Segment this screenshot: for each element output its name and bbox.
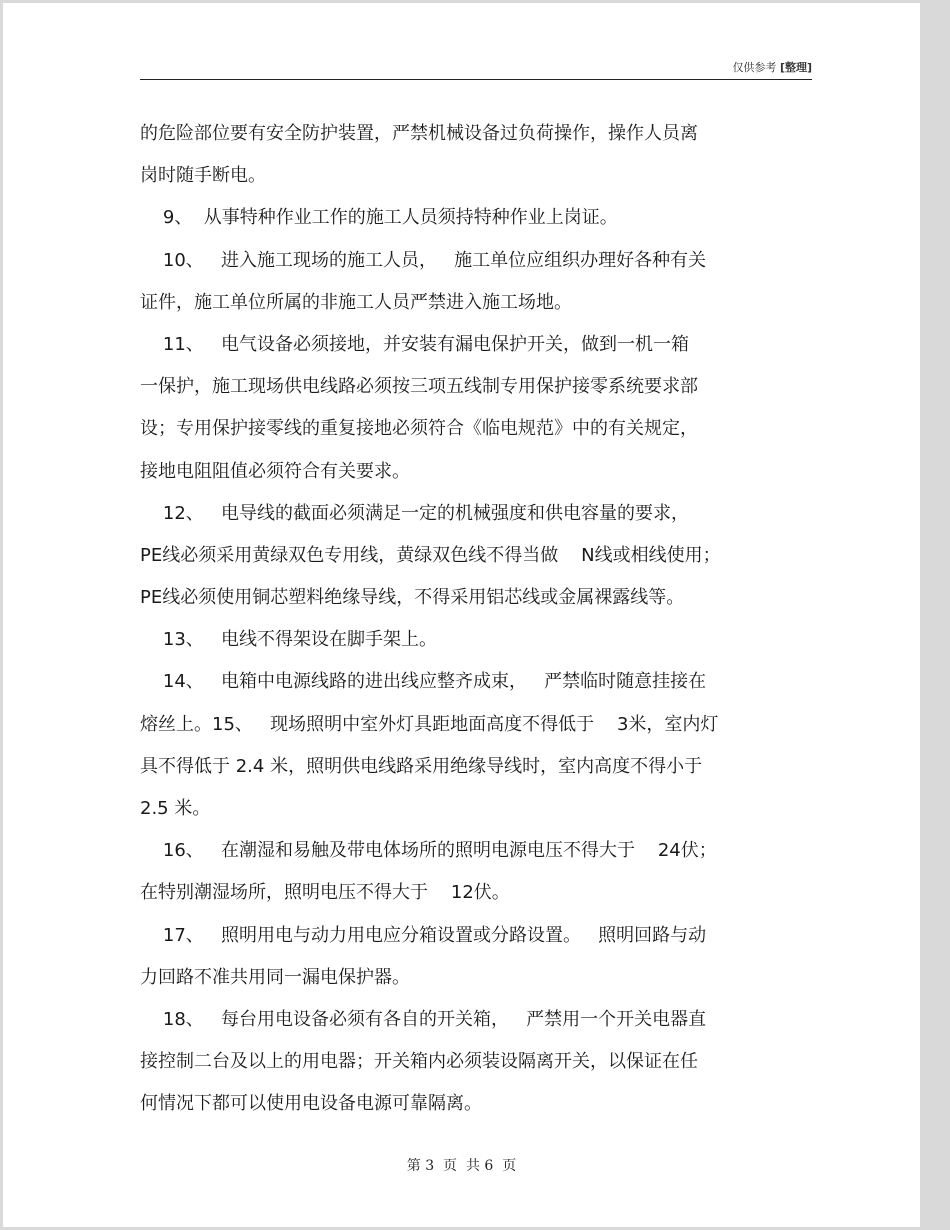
text-line: PE线必须采用黄绿双色专用线，黄绿双色线不得当做 N线或相线使用； <box>140 544 721 566</box>
text-line: 10、 进入施工现场的施工人员， 施工单位应组织办理好各种有关 <box>140 249 707 271</box>
text-line: 接控制二台及以上的用电器；开关箱内必须装设隔离开关，以保证在任 <box>140 1051 698 1073</box>
text-line: 18、 每台用电设备必须有各自的开关箱， 严禁用一个开关电器直 <box>140 1008 707 1030</box>
text-line: 2.5 米。 <box>140 798 211 819</box>
text-line: 岗时随手断电。 <box>140 165 266 187</box>
text-line: 何情况下都可以使用电设备电源可靠隔离。 <box>140 1093 482 1115</box>
text-line: 力回路不准共用同一漏电保护器。 <box>140 966 410 988</box>
text-line: 11、 电气设备必须接地，并安装有漏电保护开关，做到一机一箱 <box>140 333 689 355</box>
text-line: 具不得低于 2.4 米，照明供电线路采用绝缘导线时，室内高度不得小于 <box>140 755 703 777</box>
text-line: 接地电阻阻值必须符合有关要求。 <box>140 460 410 482</box>
text-line: 17、 照明用电与动力用电应分箱设置或分路设置。 照明回路与动 <box>140 924 707 946</box>
header-label <box>732 59 812 75</box>
text-line: 熔丝上。15、 现场照明中室外灯具距地面高度不得低于 3米，室内灯 <box>140 713 719 735</box>
page-header <box>140 55 812 80</box>
text-line: 13、 电线不得架设在脚手架上。 <box>140 629 437 651</box>
text-line: 在特别潮湿场所，照明电压不得大于 12伏。 <box>140 882 510 904</box>
text-line: 的危险部位要有安全防护装置，严禁机械设备过负荷操作，操作人员离 <box>140 123 698 144</box>
text-line: 证件，施工单位所属的非施工人员严禁进入施工场地。 <box>140 291 572 313</box>
text-line: 16、 在潮湿和易触及带电体场所的照明电源电压不得大于 24伏； <box>140 840 717 862</box>
text-line: 一保护，施工现场供电线路必须按三项五线制专用保护接零系统要求部 <box>140 376 698 398</box>
page-footer: 第 3 页 共 6 页 <box>406 1158 517 1174</box>
header-tag: [整理] <box>779 61 812 74</box>
header-text: 仅供参考 <box>732 61 777 74</box>
text-line: 设；专用保护接零线的重复接地必须符合《临电规范》中的有关规定， <box>140 418 698 440</box>
document-body <box>140 113 820 1126</box>
text-line: PE线必须使用铜芯塑料绝缘导线，不得采用铝芯线或金属裸露线等。 <box>140 587 685 609</box>
text-line: 12、 电导线的截面必须满足一定的机械强度和供电容量的要求， <box>140 502 689 524</box>
document-page <box>3 3 920 1227</box>
text-line: 9、 从事特种作业工作的施工人员须持特种作业上岗证。 <box>140 207 618 229</box>
text-line: 14、 电箱中电源线路的进出线应整齐成束， 严禁临时随意挂接在 <box>140 671 707 693</box>
